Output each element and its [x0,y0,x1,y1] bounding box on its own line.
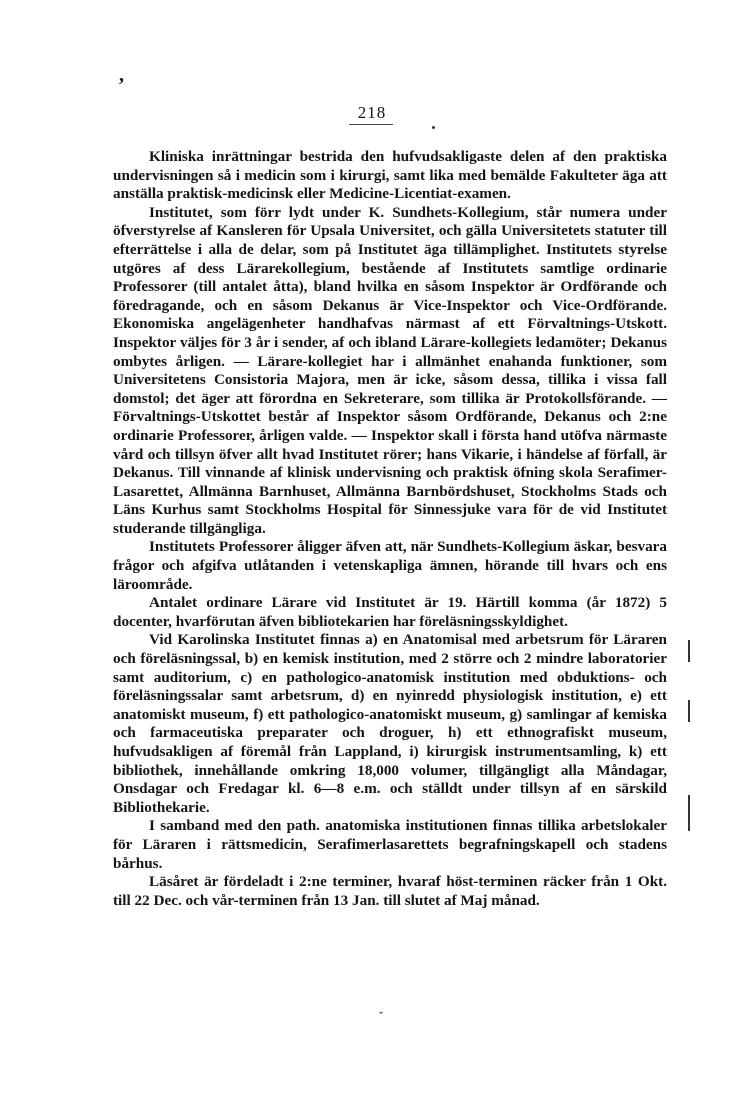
body-text [113,148,667,910]
bottom-mark: ˇ [379,1009,383,1023]
paragraph: Kliniska inrättningar bestrida den hufvudsakligaste delen af den praktiska undervisningen så i medicin som i kirurgi, samt lika med bemälde Fakulteter äga att anställa praktisk-medicinsk eller Medicine-Licentiat-examen. [113,148,667,203]
paragraph: Läsåret är fördeladt i 2:ne terminer, hvaraf höst-terminen räcker från 1 Okt. till 22 Dec. och vår-terminen från 13 Jan. till slutet af Maj månad. [113,873,667,909]
page-edge-mark [688,640,690,662]
speck-mark [432,126,435,129]
paragraph: Institutets Professorer åligger äfven att, när Sundhets-Kollegium äskar, besvara frågor och afgifva utlåtanden i vetenskapliga ämnen, hörande till hvars och ens läroområde. [113,538,667,593]
page-edge-mark [688,795,690,831]
page-number-rule [349,124,393,125]
page-number: 218 [357,103,387,122]
page-edge-mark [688,700,690,722]
corner-mark: ’ [118,74,125,96]
paragraph: Institutet, som förr lydt under K. Sundhets-Kollegium, står numera under öfverstyrelse af Kansleren för Upsala Universitet, och gälla Universitetets statuter till efterrättelse i alla de delar, som på Institutet äga tillämplighet. Institutets styrelse utgöres af dess Lärarekollegium, bestående af Institutets samtlige ordinarie Professorer (till antalet åtta), bland hvilka en såsom Inspektor är Ordförande och föredragande, och en såsom Dekanus är Vice-Inspektor och Vice-Ordförande. Ekonomiska angelägenheter handhafvas närmast af ett Förvaltnings-Utskott. Inspektor väljes för 3 år i sender, af och ibland Lärare-kollegiets ledamöter; Dekanus ombytes årligen. — Lärare-kollegiet har i allmänhet enahanda funktioner, som Universitetens Consistoria Majora, men är icke, såsom dessa, tillika i vissa fall domstol; det äger att förordna en Sekreterare, som tillika är Protokollsförande. — Förvaltnings-Utskottet består af Inspektor såsom Ordförande, Dekanus och 2:ne ordinarie Professorer, årligen valde. — Inspektor skall i första hand utöfva närmaste vård och tillsyn öfver allt hvad Institutet rörer; hans Vikarie, i händelse af förfall, är Dekanus. Till vinnande af klinisk undervisning och praktisk öfning skola Serafimer-Lasarettet, Allmänna Barnhuset, Allmänna Barnbördshuset, Stockholms Stads och Läns Kurhus samt Stockholms Hospital för Sinnessjuke vara för de vid Institutet studerande tillgängliga. [113,203,667,537]
paragraph: Vid Karolinska Institutet finnas a) en Anatomisal med arbetsrum för Läraren och föreläsningssal, b) en kemisk institution, med 2 större och 2 mindre laboratorier samt auditorium, c) en pathologico-anatomisk institution med obduktions- och föreläsningssalar samt arbetsrum, d) en nyinredd physiologisk institution, e) ett anatomiskt museum, f) ett pathologico-anatomiskt museum, g) samlingar af kemiska och farmaceutiska preparater och droguer, h) ett ethnografiskt museum, hufvudsakligen af föremål från Lappland, i) kirurgisk instrumentsamling, k) ett bibliothek, innehållande omkring 18,000 volumer, tillgängligt alla Måndagar, Onsdagar och Fredagar kl. 6—8 e.m. och ställdt under tillsyn af en särskild Bibliothekarie. [113,631,667,816]
paragraph: Antalet ordinare Lärare vid Institutet är 19. Härtill komma (år 1872) 5 docenter, hvarförutan äfven bibliotekarien har föreläsningsskyldighet. [113,594,667,630]
paragraph: I samband med den path. anatomiska institutionen finnas tillika arbetslokaler för Läraren i rättsmedicin, Serafimerlasarettets begrafningskapell och stadens bårhus. [113,817,667,872]
